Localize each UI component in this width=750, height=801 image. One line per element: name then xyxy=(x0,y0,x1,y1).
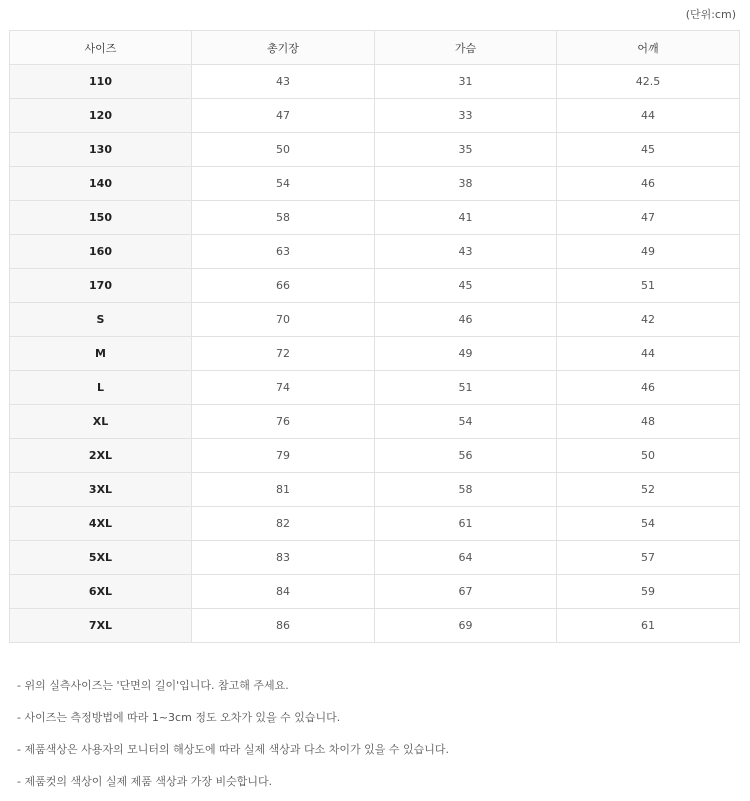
table-row xyxy=(10,405,740,439)
table-row xyxy=(10,235,740,269)
note-item: - 사이즈는 측정방법에 따라 1~3cm 정도 오차가 있을 수 있습니다. xyxy=(17,711,341,724)
cell-total-length: 50 xyxy=(192,133,375,167)
header-total-length: 총기장 xyxy=(192,31,375,65)
cell-shoulder: 59 xyxy=(557,575,740,609)
cell-total-length: 74 xyxy=(192,371,375,405)
table-row xyxy=(10,201,740,235)
table-row xyxy=(10,337,740,371)
cell-chest: 69 xyxy=(375,609,557,643)
cell-size: 140 xyxy=(10,167,192,201)
cell-shoulder: 54 xyxy=(557,507,740,541)
cell-chest: 45 xyxy=(375,269,557,303)
note-item: - 제품컷의 색상이 실제 제품 색상과 가장 비슷합니다. xyxy=(17,775,273,788)
cell-size: 4XL xyxy=(10,507,192,541)
cell-shoulder: 49 xyxy=(557,235,740,269)
cell-shoulder: 42 xyxy=(557,303,740,337)
cell-total-length: 84 xyxy=(192,575,375,609)
cell-size: L xyxy=(10,371,192,405)
cell-shoulder: 50 xyxy=(557,439,740,473)
header-chest: 가슴 xyxy=(375,31,557,65)
cell-chest: 61 xyxy=(375,507,557,541)
cell-chest: 49 xyxy=(375,337,557,371)
cell-shoulder: 45 xyxy=(557,133,740,167)
header-shoulder: 어깨 xyxy=(557,31,740,65)
cell-size: 2XL xyxy=(10,439,192,473)
cell-size: 110 xyxy=(10,65,192,99)
cell-shoulder: 44 xyxy=(557,99,740,133)
cell-chest: 51 xyxy=(375,371,557,405)
cell-size: M xyxy=(10,337,192,371)
cell-size: 3XL xyxy=(10,473,192,507)
notes-list xyxy=(17,670,449,798)
cell-total-length: 70 xyxy=(192,303,375,337)
cell-shoulder: 51 xyxy=(557,269,740,303)
cell-size: 120 xyxy=(10,99,192,133)
cell-size: 130 xyxy=(10,133,192,167)
cell-size: S xyxy=(10,303,192,337)
note-item: - 제품색상은 사용자의 모니터의 해상도에 따라 실제 색상과 다소 차이가 있을 수 있습니다. xyxy=(17,743,449,756)
cell-chest: 64 xyxy=(375,541,557,575)
cell-size: 150 xyxy=(10,201,192,235)
cell-total-length: 86 xyxy=(192,609,375,643)
cell-size: 7XL xyxy=(10,609,192,643)
cell-shoulder: 57 xyxy=(557,541,740,575)
cell-chest: 54 xyxy=(375,405,557,439)
table-row xyxy=(10,575,740,609)
table-header-row xyxy=(10,31,740,65)
note-item: - 위의 실측사이즈는 '단면의 길이'입니다. 참고해 주세요. xyxy=(17,679,289,692)
table-row xyxy=(10,99,740,133)
cell-shoulder: 48 xyxy=(557,405,740,439)
cell-shoulder: 46 xyxy=(557,371,740,405)
table-row xyxy=(10,507,740,541)
cell-total-length: 81 xyxy=(192,473,375,507)
cell-size: XL xyxy=(10,405,192,439)
cell-chest: 35 xyxy=(375,133,557,167)
cell-chest: 56 xyxy=(375,439,557,473)
cell-total-length: 83 xyxy=(192,541,375,575)
cell-total-length: 58 xyxy=(192,201,375,235)
cell-total-length: 79 xyxy=(192,439,375,473)
cell-chest: 67 xyxy=(375,575,557,609)
cell-chest: 31 xyxy=(375,65,557,99)
cell-total-length: 47 xyxy=(192,99,375,133)
cell-chest: 46 xyxy=(375,303,557,337)
table-row xyxy=(10,65,740,99)
table-row xyxy=(10,269,740,303)
cell-total-length: 43 xyxy=(192,65,375,99)
cell-shoulder: 42.5 xyxy=(557,65,740,99)
header-size: 사이즈 xyxy=(10,31,192,65)
cell-chest: 33 xyxy=(375,99,557,133)
cell-chest: 41 xyxy=(375,201,557,235)
cell-total-length: 76 xyxy=(192,405,375,439)
table-body xyxy=(10,65,740,643)
table-row xyxy=(10,541,740,575)
unit-label: (단위:cm) xyxy=(685,8,736,21)
cell-shoulder: 44 xyxy=(557,337,740,371)
cell-size: 5XL xyxy=(10,541,192,575)
table-row xyxy=(10,609,740,643)
table-row xyxy=(10,167,740,201)
table-row xyxy=(10,473,740,507)
table-row xyxy=(10,371,740,405)
cell-total-length: 72 xyxy=(192,337,375,371)
cell-chest: 38 xyxy=(375,167,557,201)
cell-shoulder: 61 xyxy=(557,609,740,643)
cell-size: 6XL xyxy=(10,575,192,609)
cell-shoulder: 46 xyxy=(557,167,740,201)
table-row xyxy=(10,439,740,473)
cell-shoulder: 52 xyxy=(557,473,740,507)
cell-size: 170 xyxy=(10,269,192,303)
cell-chest: 58 xyxy=(375,473,557,507)
table-row xyxy=(10,133,740,167)
cell-total-length: 82 xyxy=(192,507,375,541)
cell-total-length: 63 xyxy=(192,235,375,269)
cell-total-length: 66 xyxy=(192,269,375,303)
table-row xyxy=(10,303,740,337)
cell-size: 160 xyxy=(10,235,192,269)
cell-chest: 43 xyxy=(375,235,557,269)
size-table xyxy=(9,30,740,643)
cell-total-length: 54 xyxy=(192,167,375,201)
cell-shoulder: 47 xyxy=(557,201,740,235)
